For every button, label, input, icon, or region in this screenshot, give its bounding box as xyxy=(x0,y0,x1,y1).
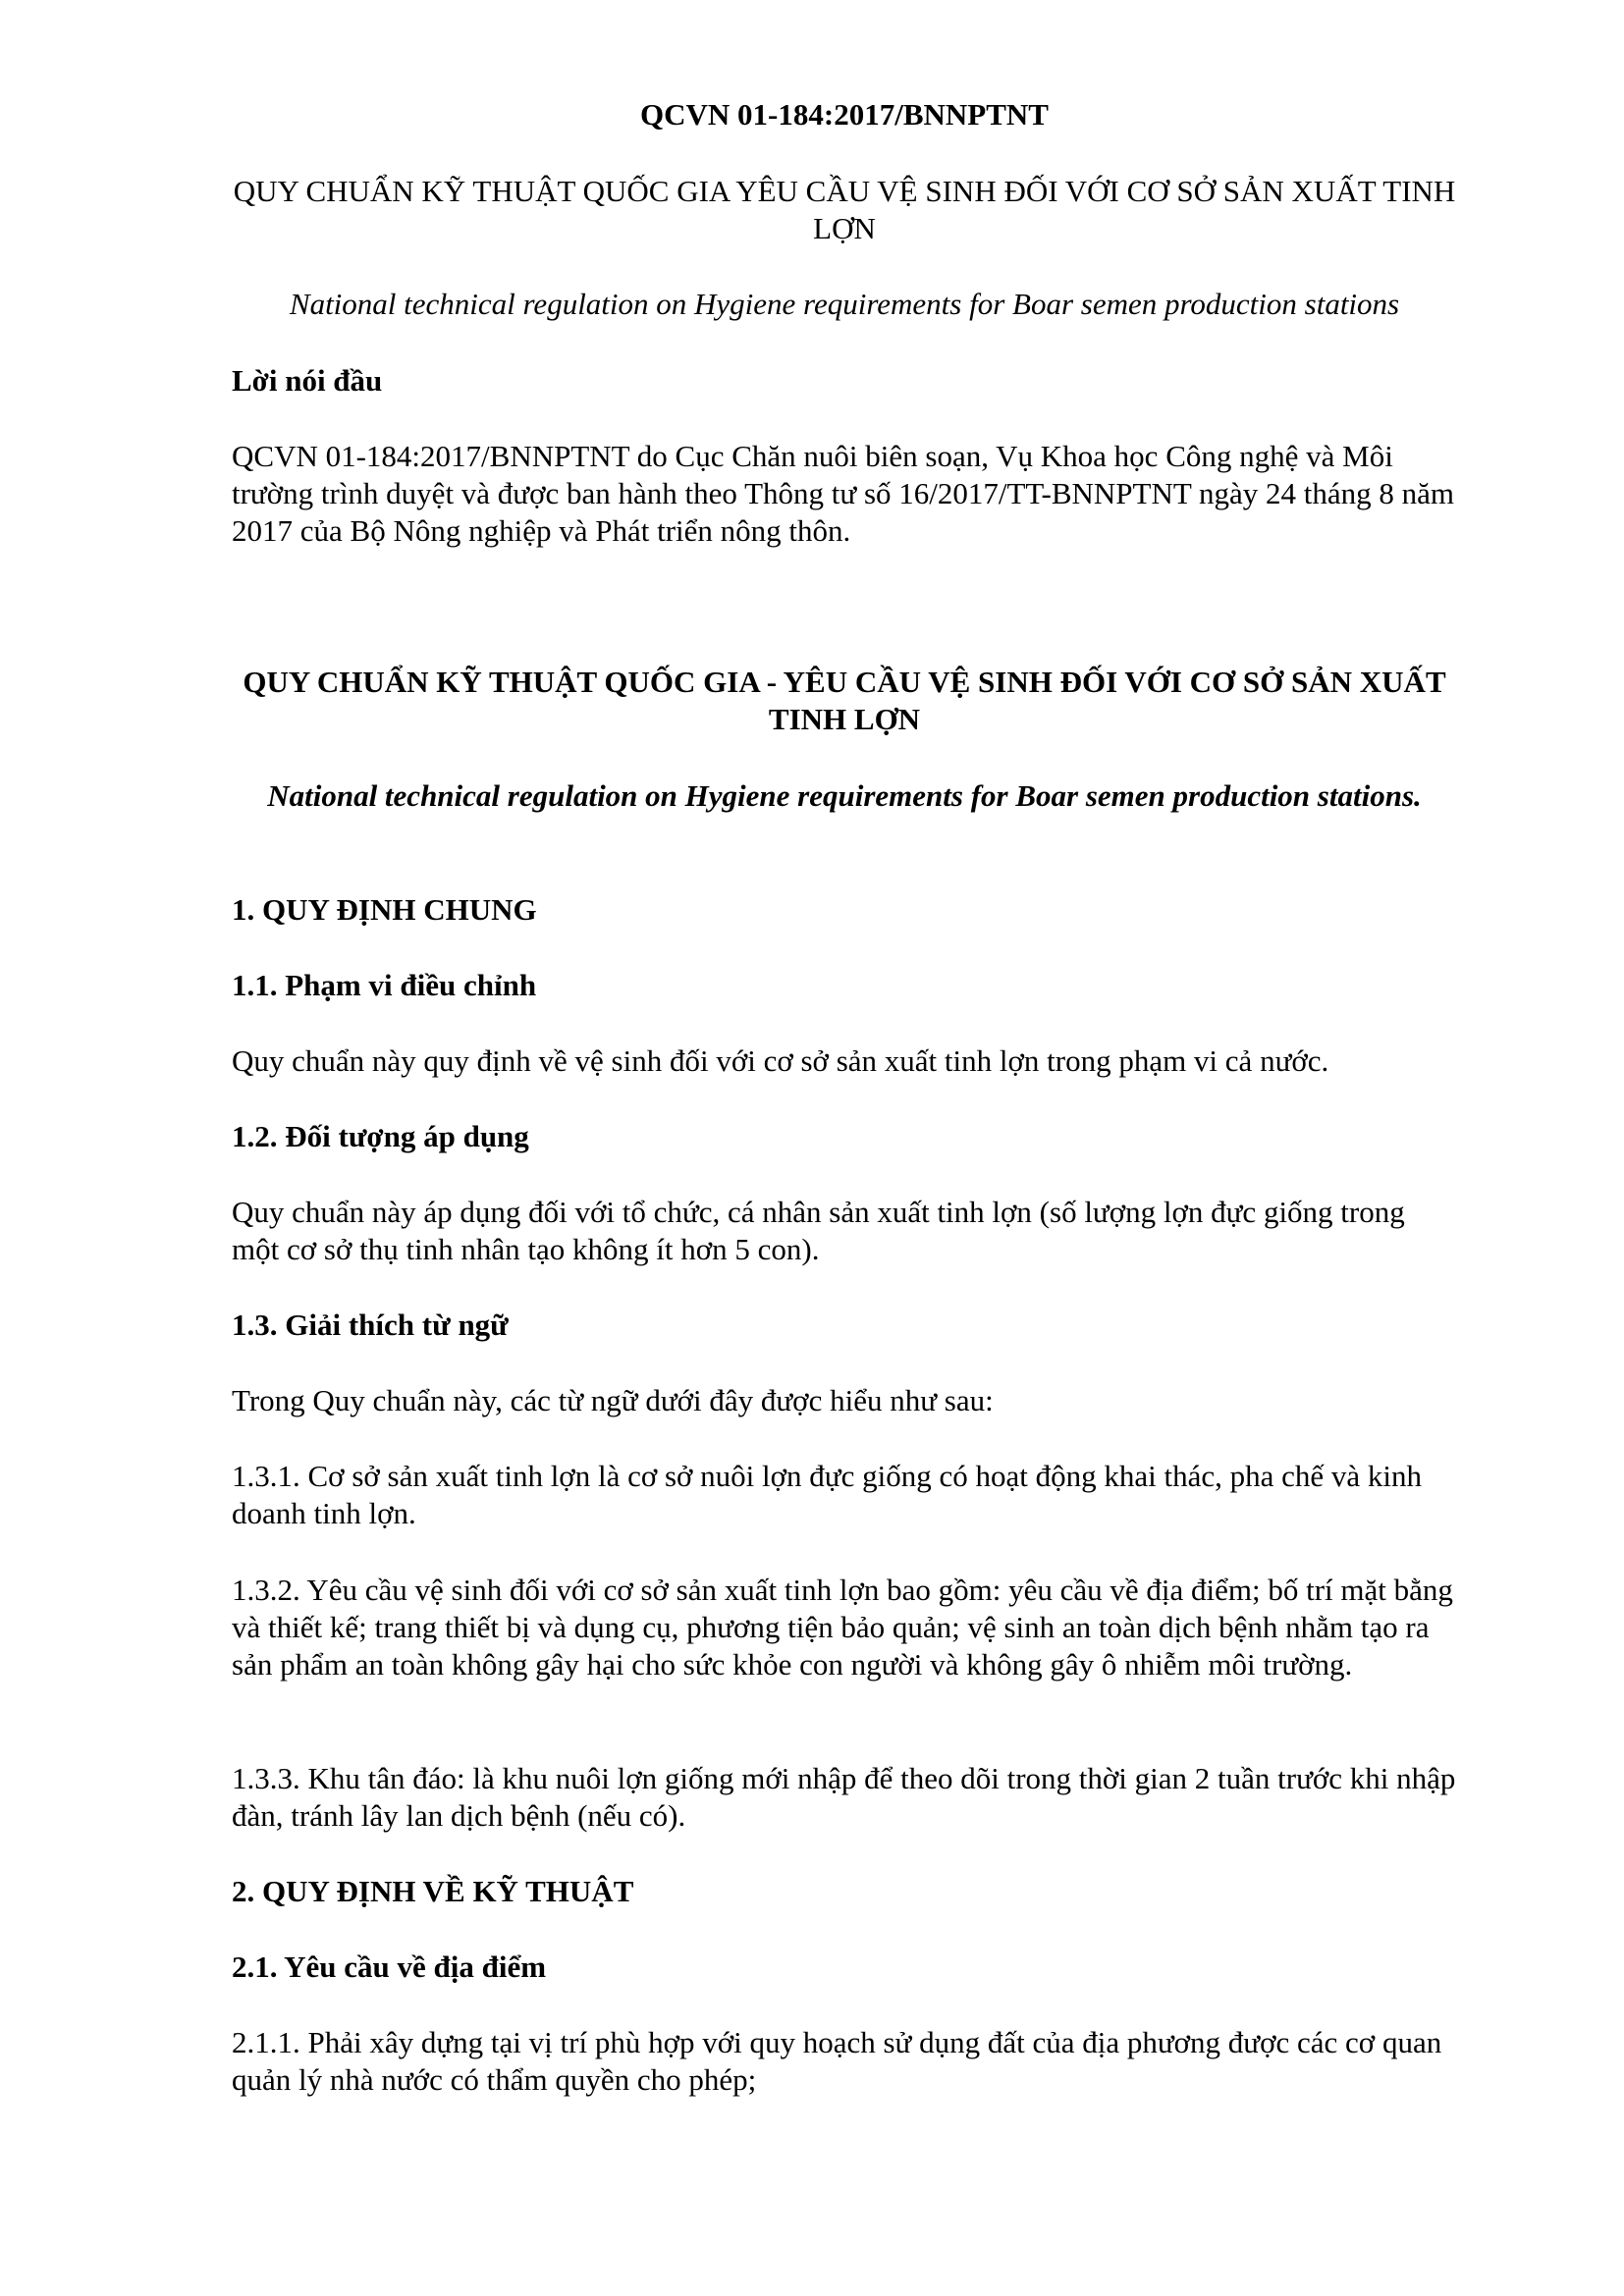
main-title-vi: QUY CHUẨN KỸ THUẬT QUỐC GIA - YÊU CẦU VỆ SINH ĐỐI VỚI CƠ SỞ SẢN XUẤT TINH LỢN xyxy=(243,665,1446,736)
section-1-1-body: Quy chuẩn này quy định về vệ sinh đối với cơ sở sản xuất tinh lợn trong phạm vi cả nước. xyxy=(232,1043,1329,1078)
section-1-1-heading: 1.1. Phạm vi điều chỉnh xyxy=(232,968,537,1002)
section-1-2-body: Quy chuẩn này áp dụng đối với tổ chức, cá nhân sản xuất tinh lợn (số lượng lợn đực giống trong một cơ sở thụ tinh nhân tạo không ít hơn 5 con). xyxy=(232,1195,1405,1266)
document-title-en: National technical regulation on Hygiene requirements for Boar semen production stations xyxy=(289,287,1400,321)
section-2-1-heading: 2.1. Yêu cầu về địa điểm xyxy=(232,1949,547,1984)
section-2-heading: 2. QUY ĐỊNH VỀ KỸ THUẬT xyxy=(232,1874,634,1908)
foreword-body: QCVN 01-184:2017/BNNPTNT do Cục Chăn nuôi biên soạn, Vụ Khoa học Công nghệ và Môi trường trình duyệt và được ban hành theo Thông tư số 16/2017/TT-BNNPTNT ngày 24 tháng 8 năm 2017 của Bộ Nông nghiệp và Phát triển nông thôn. xyxy=(232,439,1454,548)
section-1-2-heading: 1.2. Đối tượng áp dụng xyxy=(232,1119,529,1153)
document-title-vi: QUY CHUẨN KỸ THUẬT QUỐC GIA YÊU CẦU VỆ SINH ĐỐI VỚI CƠ SỞ SẢN XUẤT TINH LỢN xyxy=(233,174,1456,245)
section-1-3-3-body: 1.3.3. Khu tân đáo: là khu nuôi lợn giống mới nhập để theo dõi trong thời gian 2 tuần trước khi nhập đàn, tránh lây lan dịch bệnh (nếu có). xyxy=(232,1761,1456,1833)
document-code: QCVN 01-184:2017/BNNPTNT xyxy=(640,97,1049,132)
foreword-heading: Lời nói đầu xyxy=(232,363,383,398)
section-2-1-1-body: 2.1.1. Phải xây dựng tại vị trí phù hợp với quy hoạch sử dụng đất của địa phương được các cơ quan quản lý nhà nước có thẩm quyền cho phép; xyxy=(232,2025,1442,2097)
section-1-3-intro: Trong Quy chuẩn này, các từ ngữ dưới đây được hiểu như sau: xyxy=(232,1383,994,1417)
section-1-3-heading: 1.3. Giải thích từ ngữ xyxy=(232,1308,509,1342)
section-1-heading: 1. QUY ĐỊNH CHUNG xyxy=(232,892,537,927)
section-1-3-1-body: 1.3.1. Cơ sở sản xuất tinh lợn là cơ sở nuôi lợn đực giống có hoạt động khai thác, pha chế và kinh doanh tinh lợn. xyxy=(232,1459,1423,1530)
section-1-3-2-body: 1.3.2. Yêu cầu vệ sinh đối với cơ sở sản xuất tinh lợn bao gồm: yêu cầu về địa điểm; bố trí mặt bằng và thiết kế; trang thiết bị và dụng cụ, phương tiện bảo quản; vệ sinh an toàn dịch bệnh nhằm tạo ra sản phẩm an toàn không gây hại cho sức khỏe con người và không gây ô nhiễm môi trường. xyxy=(232,1573,1453,1682)
main-title-en: National technical regulation on Hygiene requirements for Boar semen production stations. xyxy=(267,778,1422,813)
